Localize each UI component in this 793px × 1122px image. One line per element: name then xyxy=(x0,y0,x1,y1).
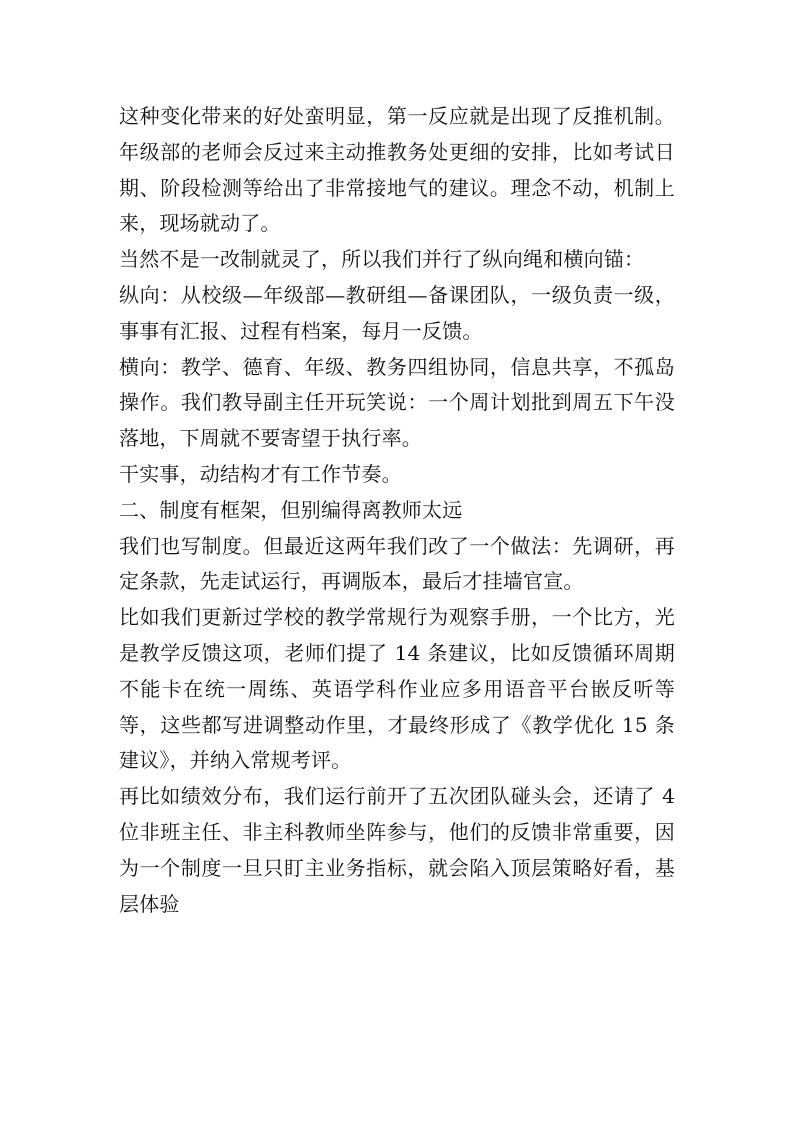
paragraph-write-rules: 我们也写制度。但最近这两年我们改了一个做法：先调研，再定条款，先走试运行，再调版本，最后才挂墙官宣。 xyxy=(119,533,675,594)
paragraph-feedback-mechanism: 这种变化带来的好处蛮明显，第一反应就是出现了反推机制。年级部的老师会反过来主动推教务处更细的安排，比如考试日期、阶段检测等给出了非常接地气的建议。理念不动，机制上来，现场就动了。 xyxy=(119,104,675,236)
paragraph-work-rhythm: 干实事，动结构才有工作节奏。 xyxy=(119,461,402,486)
paragraph-vertical: 纵向：从校级—年级部—教研组—备课团队，一级负责一级，事事有汇报、过程有档案，每月一反馈。 xyxy=(119,282,675,343)
document-page xyxy=(119,99,675,922)
section-heading-2: 二、制度有框架，但别编得离教师太远 xyxy=(119,497,463,522)
paragraph-horizontal: 横向：教学、德育、年级、教务四组协同，信息共享，不孤岛操作。我们教导副主任开玩笑说：一个周计划批到周五下午没落地，下周就不要寄望于执行率。 xyxy=(119,354,675,451)
paragraph-teaching-manual: 比如我们更新过学校的教学常规行为观察手册，一个比方，光是教学反馈这项，老师们提了 14 条建议，比如反馈循环周期不能卡在统一周练、英语学科作业应多用语音平台嵌反听等等，这些都写进调整动作里，才最终形成了《教学优化 15 条建议》，并纳入常规考评。 xyxy=(119,605,675,773)
paragraph-performance: 再比如绩效分布，我们运行前开了五次团队碰头会，还请了 4 位非班主任、非主科教师坐阵参与，他们的反馈非常重要，因为一个制度一旦只盯主业务指标，就会陷入顶层策略好看，基层体验 xyxy=(119,784,675,916)
paragraph-parallel-structure: 当然不是一改制就灵了，所以我们并行了纵向绳和横向锚： xyxy=(119,247,645,272)
